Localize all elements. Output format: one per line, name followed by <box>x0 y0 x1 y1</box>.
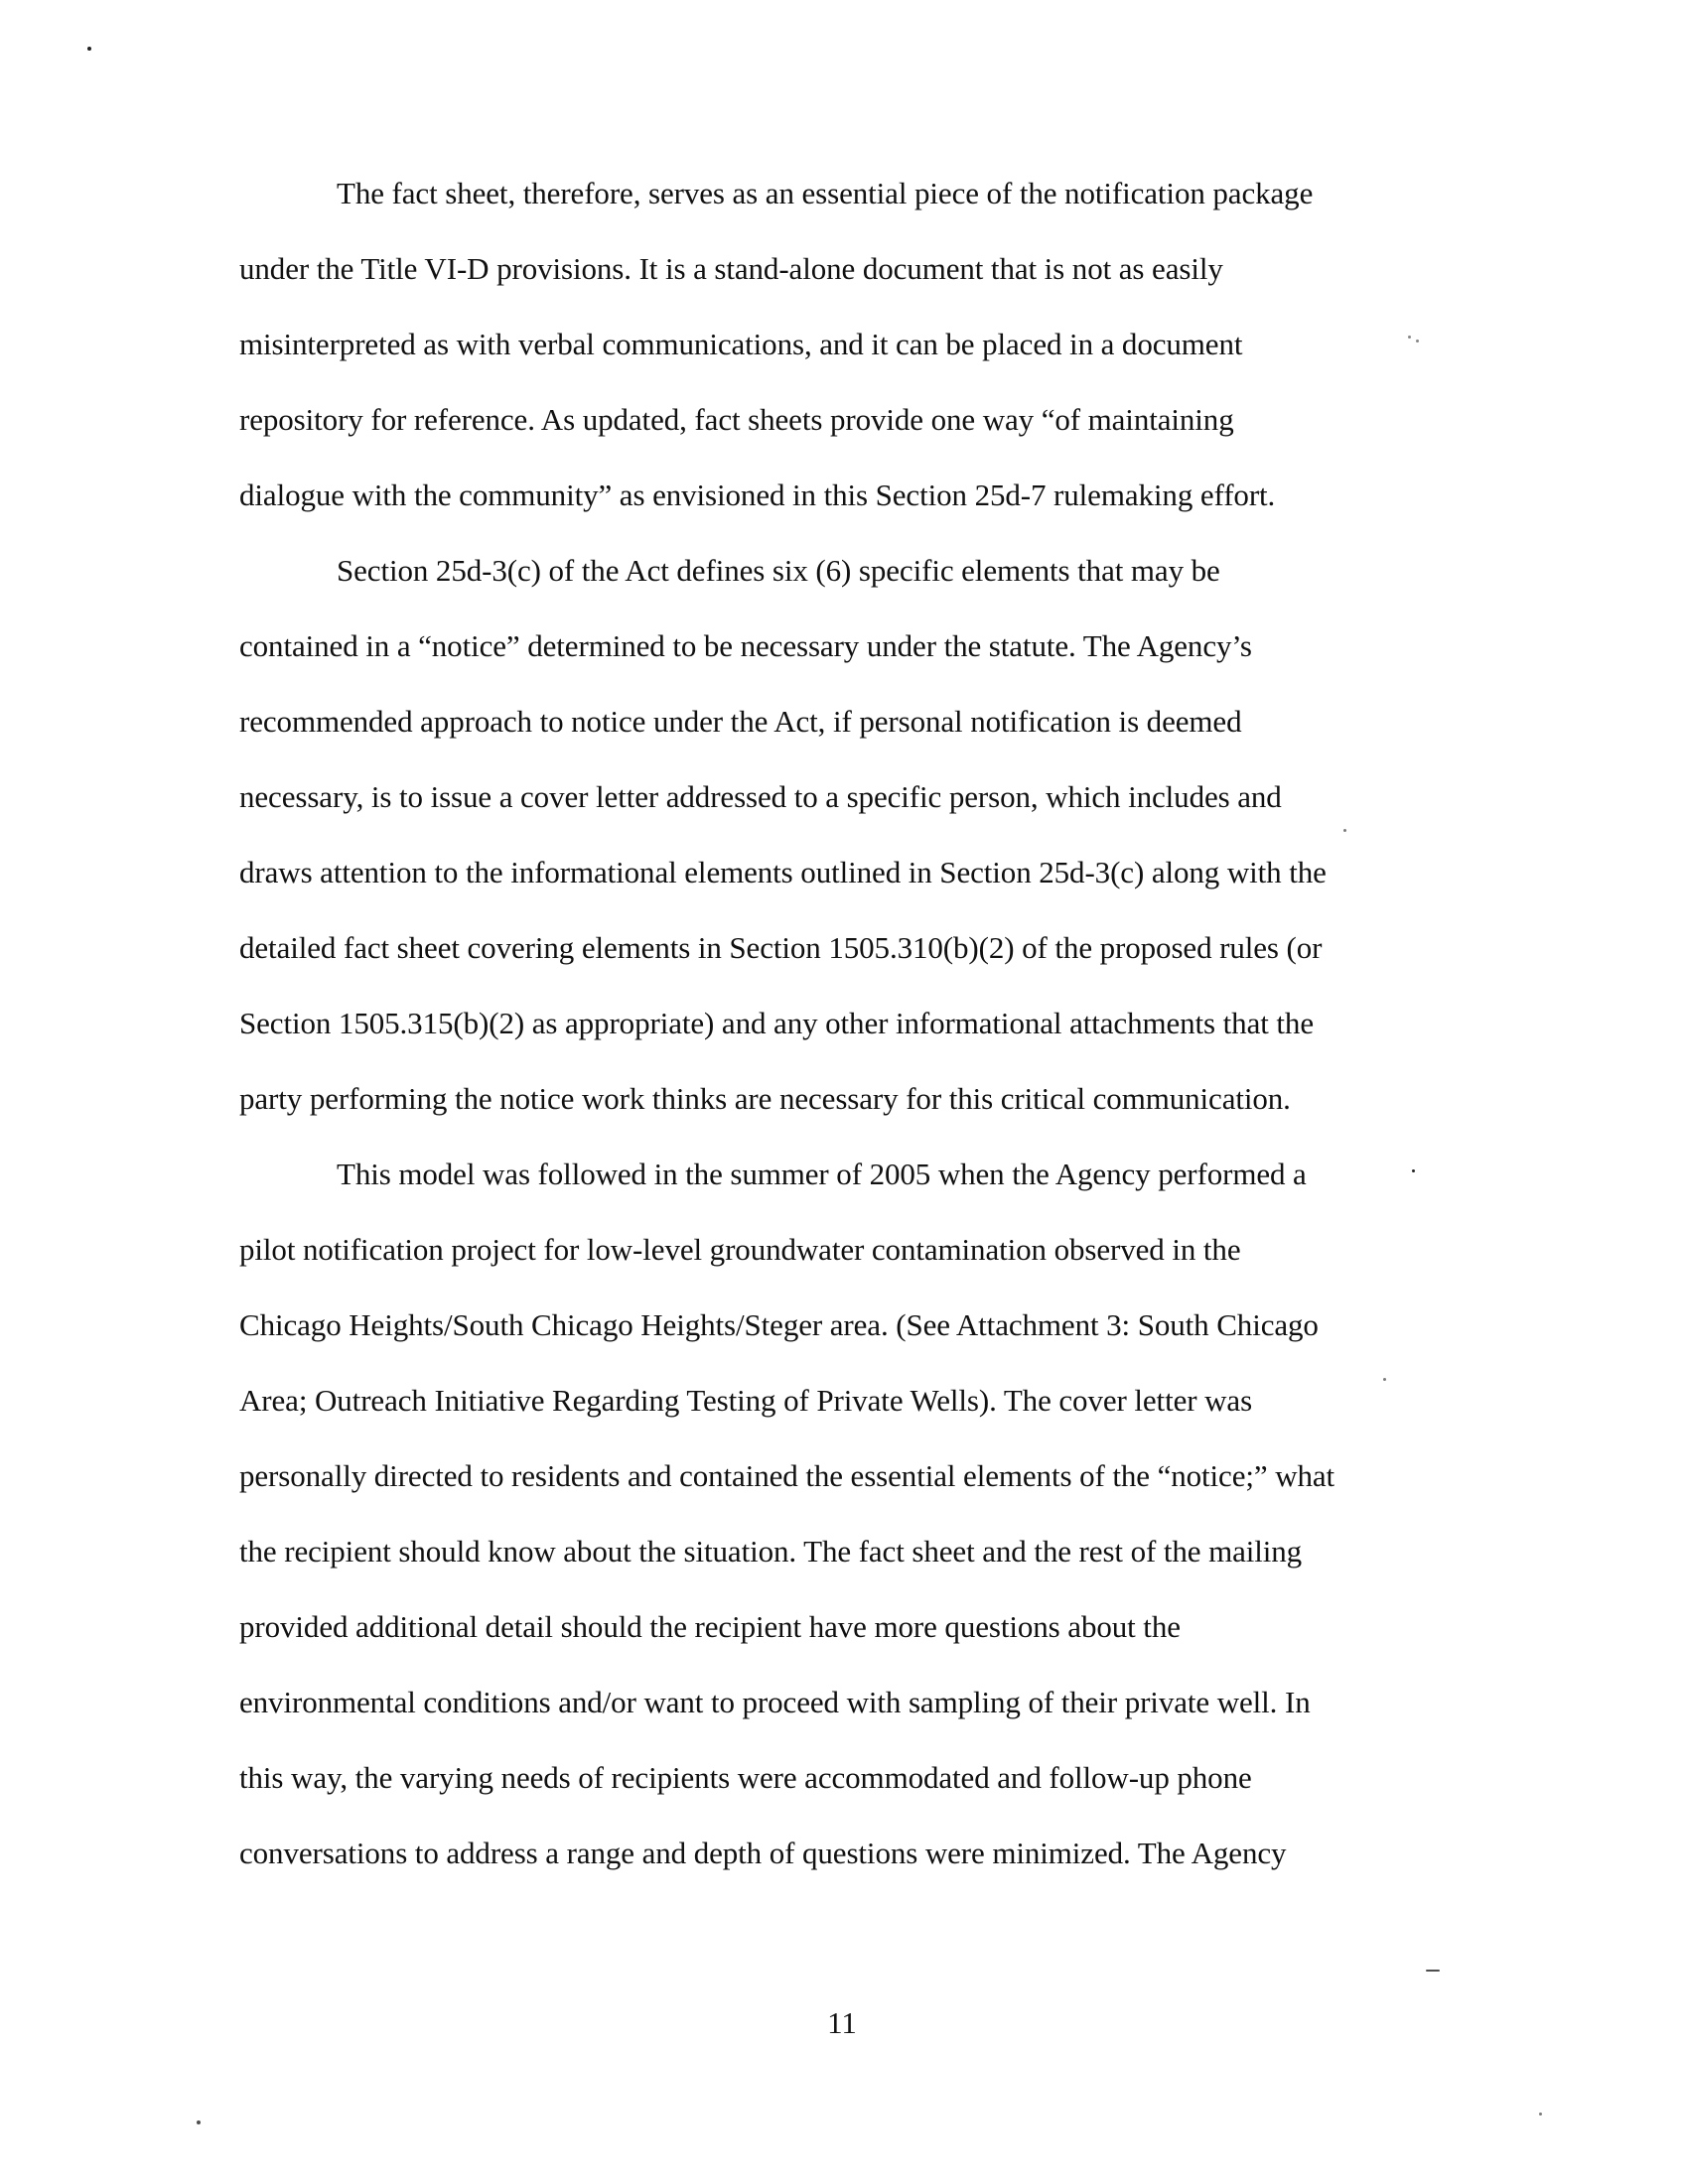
scan-speck <box>197 2120 201 2124</box>
paragraph-2-line-3: recommended approach to notice under the Act, if personal notification is deemed <box>239 704 1242 739</box>
paragraph-3-line-8: environmental conditions and/or want to proceed with sampling of their private well. In <box>239 1685 1311 1719</box>
scan-speck <box>1539 2113 1542 2116</box>
paragraph-2-line-2: contained in a “notice” determined to be necessary under the statute. The Agency’s <box>239 628 1252 663</box>
paragraph-1-line-3: misinterpreted as with verbal communications, and it can be placed in a document <box>239 327 1243 361</box>
paragraph-2-line-1: Section 25d-3(c) of the Act defines six (6) specific elements that may be <box>337 553 1220 588</box>
paragraph-2-line-4: necessary, is to issue a cover letter addressed to a specific person, which includes and <box>239 779 1282 814</box>
paragraph-1-line-4: repository for reference. As updated, fact sheets provide one way “of maintaining <box>239 402 1234 437</box>
paragraph-2-line-7: Section 1505.315(b)(2) as appropriate) and any other informational attachments that the <box>239 1006 1314 1040</box>
paragraph-3-line-10: conversations to address a range and depth of questions were minimized. The Agency <box>239 1836 1287 1870</box>
paragraph-1-line-2: under the Title VI-D provisions. It is a stand-alone document that is not as easily <box>239 251 1223 286</box>
paragraph-1-line-1: The fact sheet, therefore, serves as an essential piece of the notification package <box>337 176 1314 210</box>
scan-speck <box>1426 1970 1440 1972</box>
paragraph-3-line-4: Area; Outreach Initiative Regarding Testing of Private Wells). The cover letter was <box>239 1383 1253 1418</box>
paragraph-1-line-5: dialogue with the community” as envisioned in this Section 25d-7 rulemaking effort. <box>239 478 1276 512</box>
paragraph-3-line-1: This model was followed in the summer of 2005 when the Agency performed a <box>337 1157 1307 1191</box>
paragraph-2-line-8: party performing the notice work thinks are necessary for this critical communication. <box>239 1081 1291 1116</box>
paragraph-3-line-2: pilot notification project for low-level groundwater contamination observed in the <box>239 1232 1241 1267</box>
paragraph-3-line-3: Chicago Heights/South Chicago Heights/Steger area. (See Attachment 3: South Chicago <box>239 1307 1319 1342</box>
paragraph-3-line-9: this way, the varying needs of recipients were accommodated and follow-up phone <box>239 1760 1252 1795</box>
paragraph-3-line-7: provided additional detail should the recipient have more questions about the <box>239 1609 1181 1644</box>
paragraph-2-line-6: detailed fact sheet covering elements in Section 1505.310(b)(2) of the proposed rules (or <box>239 930 1323 965</box>
scan-speck <box>1343 829 1346 832</box>
scan-speck <box>87 47 91 51</box>
paragraph-2-line-5: draws attention to the informational elements outlined in Section 25d-3(c) along with the <box>239 855 1327 889</box>
paragraph-3-line-6: the recipient should know about the situation. The fact sheet and the rest of the mailing <box>239 1534 1303 1569</box>
scan-speck <box>1383 1378 1386 1381</box>
page-number: 11 <box>827 2005 857 2040</box>
scan-speck <box>1412 1169 1415 1172</box>
scan-speck <box>1416 340 1419 342</box>
paragraph-3-line-5: personally directed to residents and contained the essential elements of the “notice;” what <box>239 1458 1335 1493</box>
scan-speck <box>1408 336 1411 339</box>
